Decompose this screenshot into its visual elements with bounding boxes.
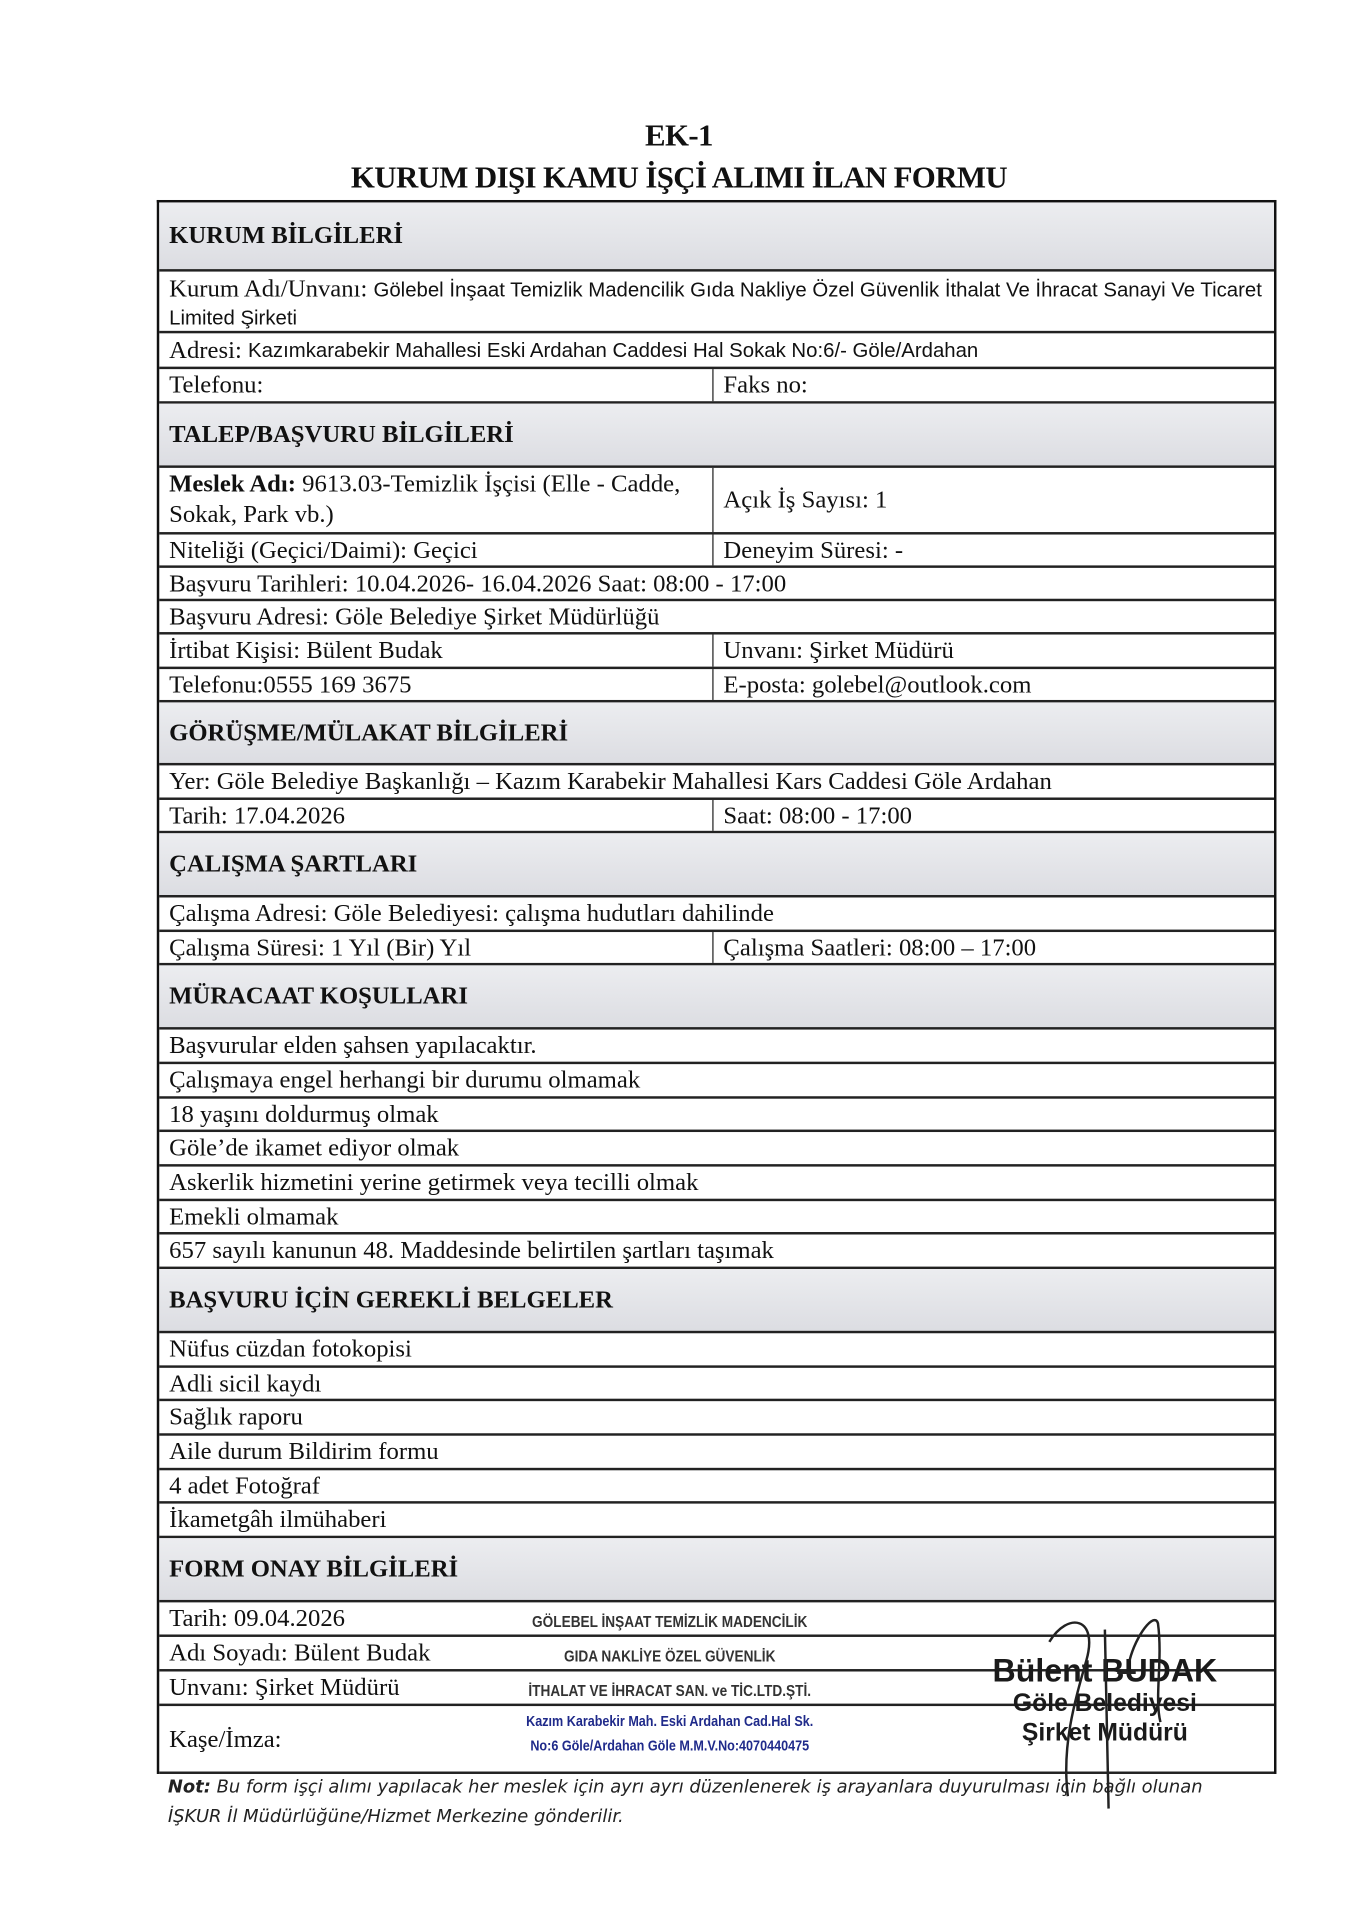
document-item: Sağlık raporu [159,1401,1274,1436]
condition-item: Askerlik hizmetini yerine getirmek veya tecilli olmak [159,1167,1274,1202]
nitelik-row: Niteliği (Geçici/Daimi): Geçici Deneyim Süresi: - [159,535,1274,568]
basvuru-address-row: Başvuru Adresi: Göle Belediye Şirket Müdürlüğü [159,601,1274,634]
document-item: Aile durum Bildirim formu [159,1436,1274,1471]
section-header-gorusme: GÖRÜŞME/MÜLAKAT BİLGİLERİ [159,702,1274,765]
form-annex-title: EK-1 [645,119,713,154]
approval-stamp-row: Kaşe/İmza: [159,1706,1274,1774]
company-stamp: GÖLEBEL İNŞAAT TEMİZLİK MADENCİLİK GIDA NAKLİYE ÖZEL GÜVENLİK İTHALAT VE İHRACAT SAN. ve TİC.LTD.ŞTİ. Kazım Karabekir Mah. Eski Ardahan Cad.Hal Sk. No:6 Göle/Ardahan Göle M.M.V.No:4070440475 [526,1612,814,1755]
approval-date-row: Tarih: 09.04.2026 [159,1602,1274,1637]
footnote: Not: Bu form işçi alımı yapılacak her meslek için ayrı ayrı düzenlenerek iş arayanlara duyurulması için bağlı olunan İŞKUR İl Müdürlüğüne/Hizmet Merkezine gönderilir. [167,1777,1203,1828]
document-item: Nüfus cüzdan fotokopisi [159,1333,1274,1368]
condition-item: Çalışmaya engel herhangi bir durumu olmamak [159,1064,1274,1099]
section-header-talep: TALEP/BAŞVURU BİLGİLERİ [159,404,1274,468]
condition-item: Emekli olmamak [159,1201,1274,1234]
work-address-row: Çalışma Adresi: Göle Belediyesi: çalışma hudutları dahilinde [159,897,1274,932]
basvuru-dates-row: Başvuru Tarihleri: 10.04.2026- 16.04.2026 Saat: 08:00 - 17:00 [159,568,1274,601]
document-item: İkametgâh ilmühaberi [159,1504,1274,1539]
form-title: KURUM DIŞI KAMU İŞÇİ ALIMI İLAN FORMU [350,161,1008,196]
condition-item: Göle’de ikamet ediyor olmak [159,1132,1274,1167]
section-header-kurum: KURUM BİLGİLERİ [159,202,1274,271]
interview-date-row: Tarih: 17.04.2026 Saat: 08:00 - 17:00 [159,800,1274,833]
contact-phone-row: Telefonu:0555 169 3675 E-posta: golebel@outlook.com [159,669,1274,702]
condition-item: 657 sayılı kanunun 48. Maddesinde belirtilen şartları taşımak [159,1235,1274,1270]
section-header-calisma: ÇALIŞMA ŞARTLARI [159,833,1274,897]
condition-item: 18 yaşını doldurmuş olmak [159,1099,1274,1132]
approval-name-row: Adı Soyadı: Bülent Budak [159,1637,1274,1672]
kurum-phone-row: Telefonu: Faks no: [159,369,1274,404]
form-table [157,200,1277,1774]
section-header-muracaat: MÜRACAAT KOŞULLARI [159,965,1274,1029]
work-duration-row: Çalışma Süresi: 1 Yıl (Bir) Yıl Çalışma Saatleri: 08:00 – 17:00 [159,932,1274,965]
document-item: Adli sicil kaydı [159,1368,1274,1401]
meslek-row: Meslek Adı: 9613.03-Temizlik İşçisi (Elle - Cadde, Sokak, Park vb.) Açık İş Sayısı: 1 [159,468,1274,535]
approval-title-row: Unvanı: Şirket Müdürü [159,1672,1274,1707]
condition-item: Başvurular elden şahsen yapılacaktır. [159,1030,1274,1065]
section-header-onay: FORM ONAY BİLGİLERİ [159,1538,1274,1602]
section-header-belgeler: BAŞVURU İÇİN GEREKLİ BELGELER [159,1269,1274,1333]
email-text: E-posta: golebel@outlook.com [723,670,1032,699]
official-seal: Bülent BUDAK Göle Belediyesi Şirket Müdürü [992,1651,1218,1747]
contact-row: İrtibat Kişisi: Bülent Budak Unvanı: Şirket Müdürü [159,635,1274,670]
kurum-name-value: Gölebel İnşaat Temizlik Madencilik Gıda Nakliye Özel Güvenlik İthalat Ve İhracat Sanayi Ve Ticaret Limited Şirketi [169,278,1262,330]
document-item: 4 adet Fotoğraf [159,1470,1274,1503]
kurum-name-row: Kurum Adı/Unvanı: Gölebel İnşaat Temizlik Madencilik Gıda Nakliye Özel Güvenlik İthalat Ve İhracat Sanayi Ve Ticaret Limited Şirketi [159,272,1274,334]
kurum-address-row: Adresi: Kazımkarabekir Mahallesi Eski Ardahan Caddesi Hal Sokak No:6/- Göle/Ardahan [159,333,1274,369]
interview-place-row: Yer: Göle Belediye Başkanlığı – Kazım Karabekir Mahallesi Kars Caddesi Göle Ardahan [159,765,1274,800]
